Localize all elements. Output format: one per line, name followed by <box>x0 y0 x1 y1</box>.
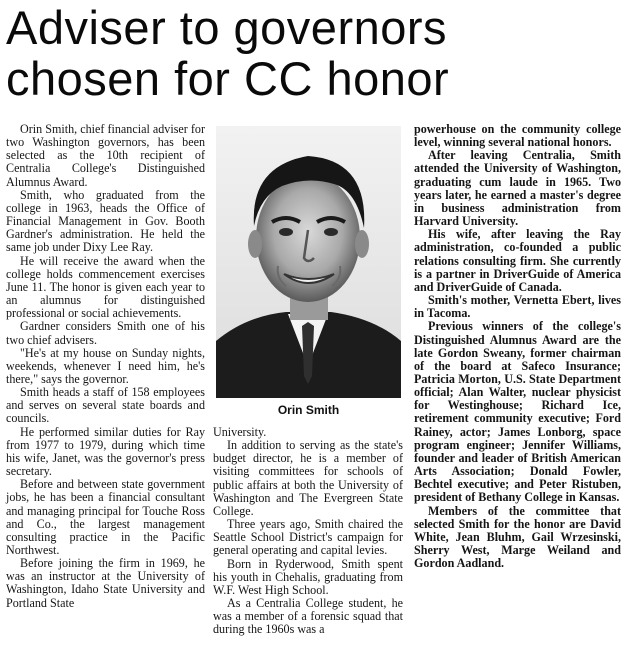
paragraph: Three years ago, Smith chaired the Seattle School District's campaign for general operating and capital levies. <box>213 517 403 558</box>
paragraph: Before joining the firm in 1969, he was an instructor at the University of Washington, Idaho State University and Portland State <box>6 556 205 610</box>
article-column-middle <box>213 426 403 637</box>
paragraph: Smith's mother, Vernetta Ebert, lives in Tacoma. <box>414 293 621 321</box>
photo-caption: Orin Smith <box>277 403 340 417</box>
paragraph: Smith, who graduated from the college in 1963, heads the Office of Financial Management in Gov. Booth Gardner's administration. He held the same job under Dixy Lee Ray. <box>6 187 205 255</box>
portrait-photo-icon <box>216 126 401 398</box>
paragraph: Gardner considers Smith one of his two chief advisers. <box>6 319 205 347</box>
paragraph: Members of the committee that selected Smith for the honor are David White, Jean Bluhm, Gail Wrzesinski, Sherry West, Marge Weiland and Gordon Aadland. <box>414 503 621 571</box>
paragraph: Previous winners of the college's Distinguished Alumnus Award are the late Gordon Sweany, former chairman of the board at Safeco Insurance; Patricia Morton, U.S. State Department official; Alan Walter, nuclear physicist for Westinghouse; Richard Ice, retirement community executive; Ford Rainey, actor; James Lonborg, space program engineer; Jennifer Williams, founder and leader of British American Arts Association; Donald Fowler, Bechtel executive; and Peter Ristuben, president of Bethany College in Kansas. <box>414 319 621 505</box>
paragraph: Born in Ryderwood, Smith spent his youth in Chehalis, graduating from W.F. West High School. <box>213 556 403 597</box>
paragraph: His wife, after leaving the Ray administration, co-founded a public relations consulting firm. She currently is a partner in DriverGuide of America and DriverGuide of Canada. <box>414 227 621 294</box>
paragraph: Orin Smith, chief financial adviser for two Washington governors, has been selected as the 10th recipient of Centralia College's Distinguished Alumnus Award. <box>6 122 205 189</box>
article-column-left <box>6 123 205 610</box>
paragraph: He performed similar duties for Ray from 1977 to 1979, during which time his wife, Janet, was the governor's press secretary. <box>6 424 205 479</box>
headline-line-2: chosen for CC honor <box>6 52 450 105</box>
paragraph: powerhouse on the community college level, winning several national honors. <box>414 122 621 150</box>
portrait-photo <box>216 126 401 398</box>
paragraph: University. <box>213 425 267 439</box>
headline <box>6 2 626 104</box>
paragraph: Smith heads a staff of 158 employees and serves on several state boards and councils. <box>6 385 205 426</box>
headline-line-1: Adviser to governors <box>6 1 448 54</box>
paragraph: As a Centralia College student, he was a member of a forensic squad that during the 1960s was a <box>213 596 403 637</box>
paragraph: After leaving Centralia, Smith attended the University of Washington, graduating cum laude in 1965. Two years later, he earned a master's degree in business administration from Harvard University. <box>414 148 621 229</box>
paragraph: "He's at my house on Sunday nights, weekends, whenever I need him, he's there," says the governor. <box>6 345 205 386</box>
paragraph: In addition to serving as the state's budget director, he is a member of visiting committees for schools of public affairs at both the University of Washington and The Evergreen State College. <box>213 438 403 518</box>
paragraph: He will receive the award when the college holds commencement exercises June 11. The honor is given each year to an alumnus for distinguished professional or social achievements. <box>6 253 205 321</box>
paragraph: Before and between state government jobs, he has been a financial consultant and managing principal for Touche Ross and Co., the largest management consulting practice in the Pacific Northwest. <box>6 477 205 557</box>
article-column-right <box>414 123 621 570</box>
